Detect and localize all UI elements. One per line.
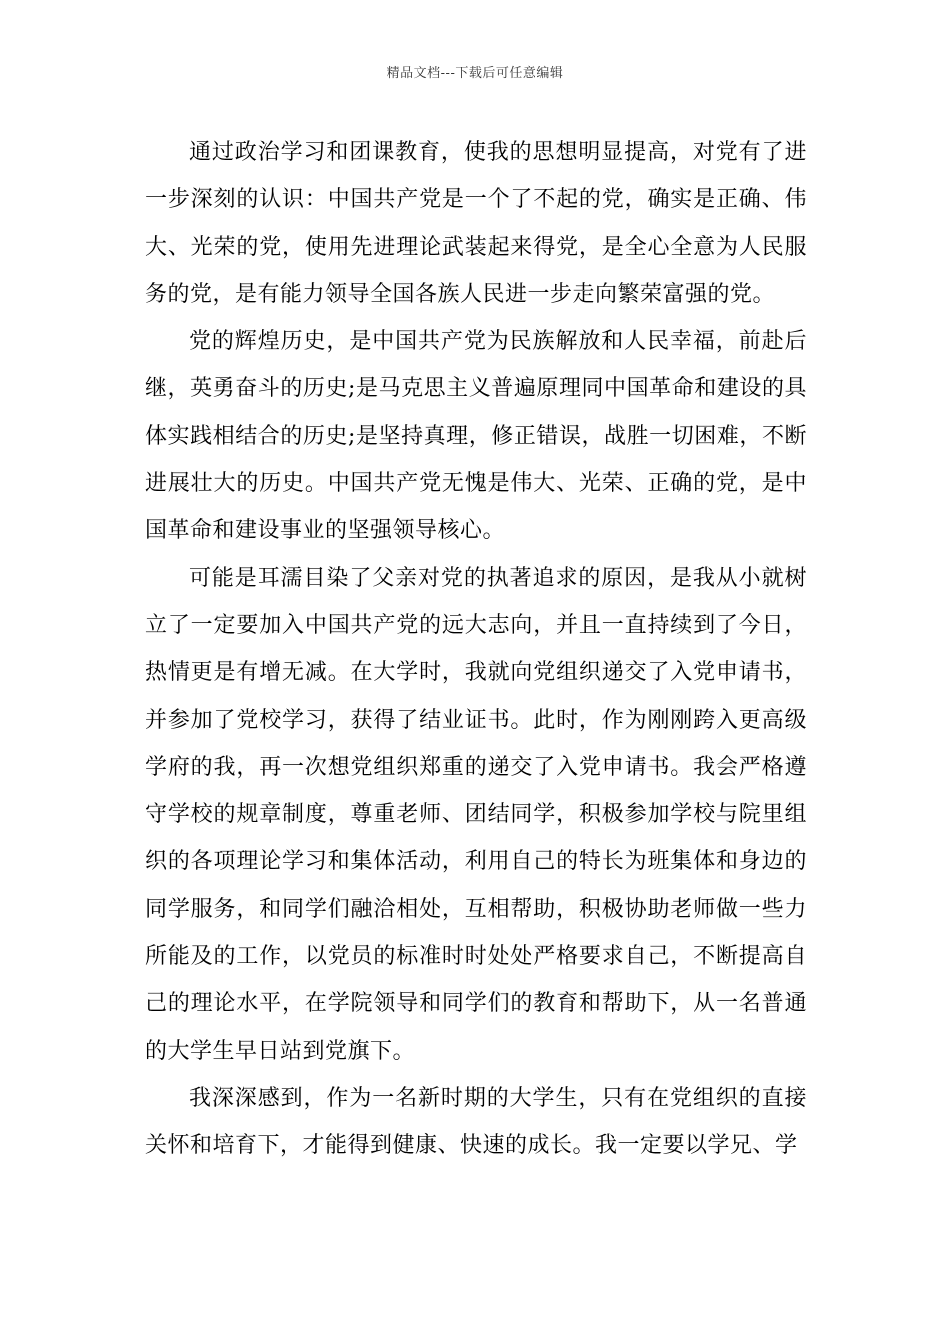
page-header: 精品文档---下载后可任意编辑 bbox=[386, 66, 564, 81]
paragraph-1: 通过政治学习和团课教育，使我的思想明显提高，对党有了进一步深刻的认识：中国共产党是一个了不起的党，确实是正确、伟大、光荣的党，使用先进理论武装起来得党，是全心全意为人民服务的党，是有能力领导全国各族人民进一步走向繁荣富强的党。 bbox=[145, 140, 807, 307]
paragraph-2: 党的辉煌历史，是中国共产党为民族解放和人民幸福，前赴后继，英勇奋斗的历史;是马克思主义普遍原理同中国革命和建设的具体实践相结合的历史;是坚持真理，修正错误，战胜一切困难，不断进展壮大的历史。中国共产党无愧是伟大、光荣、正确的党，是中国革命和建设事业的坚强领导核心。 bbox=[145, 329, 807, 544]
paragraph-4: 我深深感到，作为一名新时期的大学生，只有在党组织的直接关怀和培育下，才能得到健康、快速的成长。我一定要以学兄、学 bbox=[145, 1085, 807, 1159]
document-body bbox=[145, 129, 807, 1170]
paragraph-3: 可能是耳濡目染了父亲对党的执著追求的原因，是我从小就树立了一定要加入中国共产党的远大志向，并且一直持续到了今日，热情更是有增无减。在大学时，我就向党组织递交了入党申请书，并参加了党校学习，获得了结业证书。此时，作为刚刚跨入更高级学府的我，再一次想党组织郑重的递交了入党申请书。我会严格遵守学校的规章制度，尊重老师、团结同学，积极参加学校与院里组织的各项理论学习和集体活动，利用自己的特长为班集体和身边的同学服务，和同学们融洽相处，互相帮助，积极协助老师做一些力所能及的工作，以党员的标准时时处处严格要求自己，不断提高自己的理论水平，在学院领导和同学们的教育和帮助下，从一名普通的大学生早日站到党旗下。 bbox=[145, 565, 807, 1064]
